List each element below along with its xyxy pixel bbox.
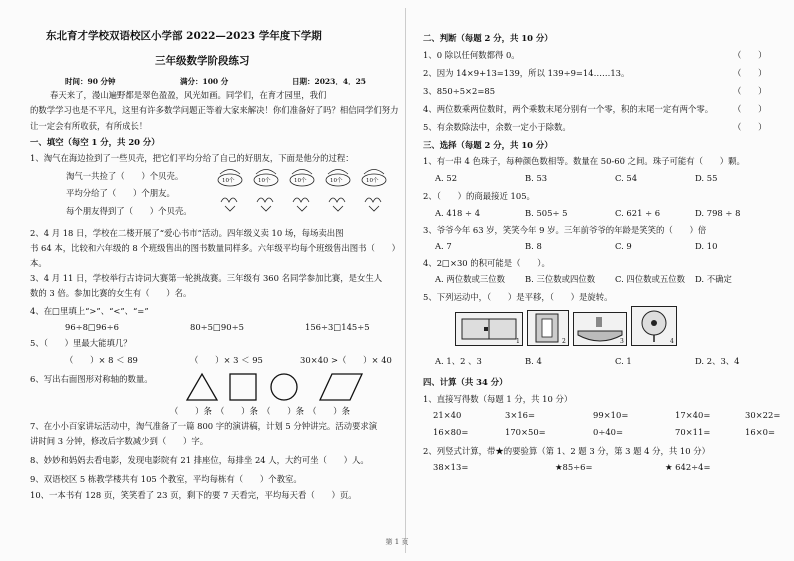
section-3-title: 三、选择（每题 2 分，共 10 分）	[423, 140, 553, 150]
choice-option[interactable]: C. 54	[615, 173, 638, 183]
faucet-icon	[574, 313, 626, 345]
calc-item: 21×40	[433, 410, 462, 420]
left-column	[10, 0, 400, 561]
judge-item: 5、有余数除法中，余数一定小于除数。	[423, 122, 571, 132]
question-5: 5、（ ）里最大能填几？	[30, 338, 132, 348]
question-8: 8、妙妙和妈妈去看电影，发现电影院有 21 排座位，每排坐 24 人，大约可坐（ ）人。	[30, 455, 369, 465]
plate-label: 10个	[294, 178, 307, 184]
exam-score: 满分：100 分	[180, 77, 229, 86]
square-shape	[230, 374, 256, 400]
exam-time: 时间：90 分钟	[65, 77, 116, 86]
choice-option[interactable]: D. 不确定	[695, 274, 732, 284]
vertical-calc-item: ★ 642÷4=	[665, 462, 711, 472]
choice-option[interactable]: C. 621 ÷ 6	[615, 208, 661, 218]
judge-answer[interactable]: （ ）	[733, 50, 767, 60]
choice-option[interactable]: D. 55	[695, 173, 718, 183]
choice-option[interactable]: A. 7	[435, 241, 452, 251]
choice-option[interactable]: D. 798 ÷ 8	[695, 208, 741, 218]
question-3: 数的 3 倍。参加比赛的女生有（ ）名。	[30, 288, 192, 298]
choice-question: 4、2□×30 的积可能是（ ）。	[423, 258, 550, 268]
figure-number: 1	[516, 338, 520, 345]
choice-option[interactable]: B. 三位数或四位数	[525, 274, 596, 284]
choice-option[interactable]: A. 418 ÷ 4	[435, 208, 481, 218]
choice-option[interactable]: C. 9	[615, 241, 632, 251]
vertical-calc-item: ★85÷6=	[555, 462, 593, 472]
calc-item: 17×40=	[675, 410, 711, 420]
exam-date: 日期：2023．4．25	[292, 77, 367, 86]
intro-line: 春天来了，漫山遍野都是翠色盈盈，风光如画。同学们，在育才园里，我们	[50, 90, 327, 100]
choice-option[interactable]: B. 4	[525, 356, 542, 366]
calc-item: 16×80=	[433, 427, 469, 437]
judge-item: 1、0 除以任何数都得 0。	[423, 50, 520, 60]
calc-item: 30×22=	[745, 410, 781, 420]
question-6: 6、写出右面图形对称轴的数量。	[30, 374, 153, 384]
calc-item: 99×10=	[593, 410, 629, 420]
motion-image-faucet	[573, 312, 627, 346]
intro-line: 的数学学习也是不平凡，这里有许多数学问题正等着大家来解决！你们准备好了吗？相信同学们努力	[30, 105, 399, 115]
choice-option[interactable]: C. 1	[615, 356, 632, 366]
page-footer: 第 1 页	[385, 538, 409, 546]
choice-option[interactable]: B. 53	[525, 173, 548, 183]
question-2: 2、4 月 18 日，学校在二楼开展了“爱心书市”活动。四年级义卖 10 场，每场卖出图	[30, 228, 344, 238]
circle-shape	[271, 374, 297, 400]
vertical-calc-item: 38×13=	[433, 462, 469, 472]
question-9: 9、双语校区 5 栋教学楼共有 105 个教室，平均每栋有（ ）个教室。	[30, 474, 302, 484]
choice-option[interactable]: D. 10	[695, 241, 718, 251]
figure-number: 4	[670, 338, 674, 345]
plate-label: 10个	[258, 178, 271, 184]
calc-item: 16×0=	[745, 427, 776, 437]
window-icon	[456, 313, 522, 345]
section-1-title: 一、填空（每空 1 分，共 20 分）	[30, 137, 160, 147]
shell-illustration	[215, 166, 395, 226]
question-5b: （ ）× 3 ＜ 95	[190, 355, 263, 365]
plate-label: 10个	[330, 178, 343, 184]
question-1: 1、淘气在海边捡到了一些贝壳，把它们平均分给了自己的好朋友，下面是他分的过程：	[30, 153, 354, 163]
school-title: 东北育才学校双语校区小学部 2022—2023 学年度下学期	[46, 30, 322, 42]
exam-title: 三年级数学阶段练习	[155, 55, 250, 67]
question-1c: 每个朋友得到了（ ）个贝壳。	[66, 206, 192, 216]
section-2-title: 二、判断（每题 2 分，共 10 分）	[423, 33, 553, 43]
compare-a: 96÷8□96÷6	[65, 322, 119, 332]
calc-item: 0÷40=	[593, 427, 624, 437]
question-3: 3、4 月 11 日，学校举行古诗词大赛第一轮挑战赛。三年级有 360 名同学参加比赛，是女生人	[30, 273, 383, 283]
question-2: 书 64 本，比较和六年级的 8 个班级售出的图书数量同样多。六年级平均每个班级售出图书（ ）	[30, 243, 401, 253]
question-6-answers: （ ）条 （ ）条 （ ）条 （ ）条	[170, 406, 351, 416]
question-7: 7、在小小百家讲坛活动中，淘气准备了一篇 800 字的演讲稿，计划 5 分钟讲完。活动要求演	[30, 421, 378, 431]
calc-item: 170×50=	[505, 427, 546, 437]
calc-item: 3×16=	[505, 410, 536, 420]
choice-option[interactable]: D. 2、3、4	[695, 356, 740, 366]
triangle-shape	[187, 374, 217, 400]
motion-image-window	[455, 312, 523, 346]
calc-subtitle: 1、直接写得数（每题 1 分，共 10 分）	[423, 394, 573, 404]
choice-option[interactable]: A. 52	[435, 173, 458, 183]
right-column	[415, 0, 785, 561]
choice-question: 3、爷爷今年 63 岁，笑笑今年 9 岁。三年前爷爷的年龄是笑笑的（ ）倍	[423, 225, 707, 235]
compare-c: 156÷3□145÷5	[305, 322, 370, 332]
question-1a: 淘气一共捡了（ ）个贝壳。	[66, 171, 184, 181]
figure-number: 3	[620, 338, 624, 345]
choice-option[interactable]: B. 505÷ 5	[525, 208, 568, 218]
judge-answer[interactable]: （ ）	[733, 86, 767, 96]
intro-line: 让一定会有所收获，有所成长！	[30, 121, 148, 131]
question-4: 4、在□里填上“>”、“<”、“=”	[30, 306, 149, 316]
column-divider	[405, 8, 406, 553]
question-1b: 平均分给了（ ）个朋友。	[66, 188, 175, 198]
choice-option[interactable]: C. 四位数或五位数	[615, 274, 686, 284]
figure-number: 2	[562, 338, 566, 345]
judge-item: 4、两位数乘两位数时，两个乘数末尾分别有一个零，积的末尾一定有两个零。	[423, 104, 714, 114]
plate-label: 10个	[222, 178, 235, 184]
judge-answer[interactable]: （ ）	[733, 104, 767, 114]
symmetry-shapes	[172, 370, 372, 404]
question-2: 本。	[30, 258, 47, 268]
compare-b: 80÷5□90÷5	[190, 322, 244, 332]
choice-option[interactable]: A. 两位数或三位数	[435, 274, 505, 284]
choice-question: 1、有一串 4 色珠子，每种颜色数相等。数量在 50-60 之间。珠子可能有（ ）颗。	[423, 156, 745, 166]
question-5a: （ ）× 8 ＜ 89	[65, 355, 138, 365]
choice-question: 2、（ ）的商最接近 105。	[423, 191, 535, 201]
parallelogram-shape	[320, 374, 362, 400]
choice-option[interactable]: B. 8	[525, 241, 542, 251]
choice-question: 5、下列运动中，（ ）是平移，（ ）是旋转。	[423, 292, 613, 302]
section-4-title: 四、计算（共 34 分）	[423, 377, 508, 387]
judge-answer[interactable]: （ ）	[733, 68, 767, 78]
choice-option[interactable]: A. 1、2 、3	[435, 356, 482, 366]
question-7: 讲时间 3 分钟，修改后字数减少到（ ）字。	[30, 436, 209, 446]
judge-item: 2、因为 14×9+13=139，所以 139÷9=14……13。	[423, 68, 630, 78]
judge-item: 3、850÷5×2=85	[423, 86, 496, 96]
question-10: 10、一本书有 128 页，笑笑看了 23 页，剩下的要 7 天看完，平均每天看（ ）页。	[30, 490, 357, 500]
plate-label: 10个	[366, 178, 379, 184]
calc-subtitle: 2、列竖式计算，带★的要验算（第 1、2 题 3 分，第 3 题 4 分，共 10 分）	[423, 446, 710, 456]
judge-answer[interactable]: （ ）	[733, 122, 767, 132]
question-5c: 30×40 >（ ）× 40	[300, 355, 392, 365]
calc-item: 70×11=	[675, 427, 711, 437]
